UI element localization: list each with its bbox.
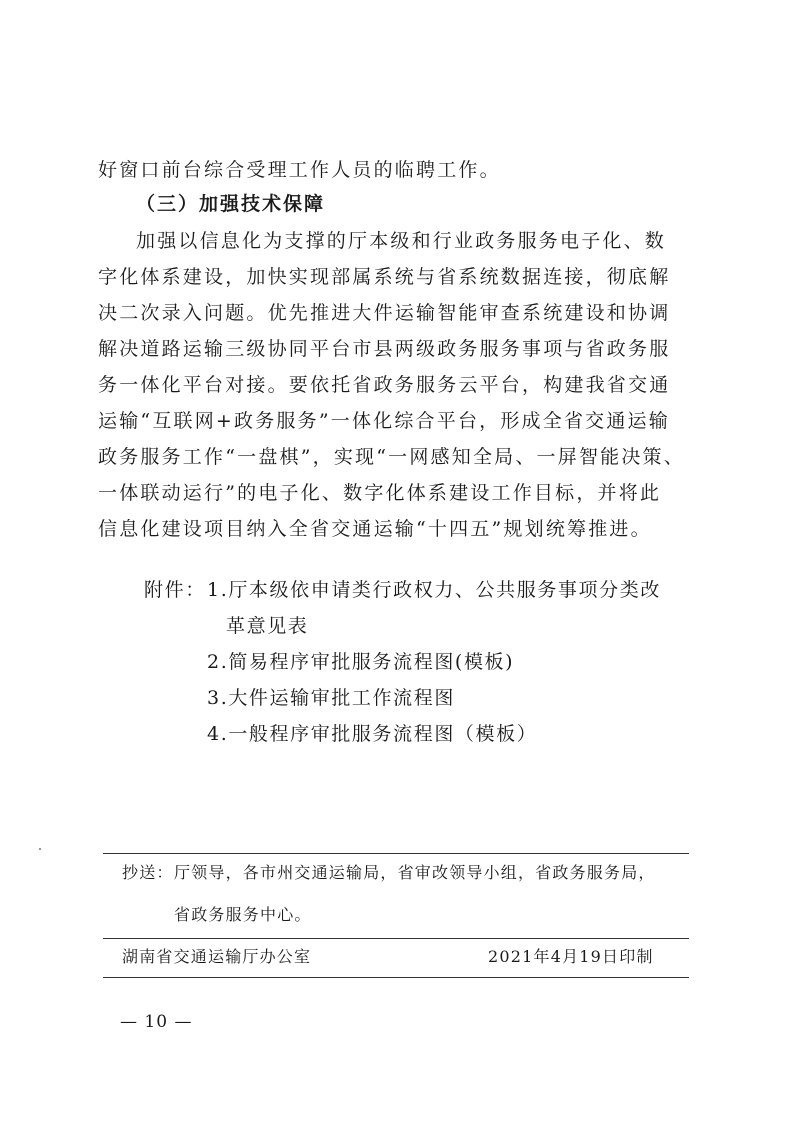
body-line-5: 决二次录入问题。优先推进大件运输智能审查系统建设和协调 [98, 302, 671, 324]
cc-recipients-line-1: 厅领导，各市州交通运输局，省审改领导小组，省政务服务局， [174, 863, 656, 882]
body-line-7: 务一体化平台对接。要依托省政务服务云平台，构建我省交通 [98, 374, 671, 396]
attachment-item-1: 1.厅本级依申请类行政权力、公共服务事项分类改 [207, 579, 661, 601]
body-line-11: 信息化建设项目纳入全省交通运输“十四五”规划统筹推进。 [98, 518, 652, 540]
print-date: 2021年4月19日印制 [488, 947, 654, 966]
attachment-item-1-continued: 革意见表 [226, 615, 309, 637]
attachments-label: 附件： [144, 579, 206, 601]
body-line-6: 解决道路运输三级协同平台市县两级政务服务事项与省政务服 [98, 338, 671, 360]
footer-rule-middle [103, 938, 689, 939]
attachment-item-2: 2.简易程序审批服务流程图(模板) [207, 651, 515, 673]
page-number: — 10 — [120, 1012, 193, 1032]
scan-speck [39, 848, 41, 850]
cc-label: 抄送： [122, 863, 174, 882]
footer-rule-bottom [103, 977, 689, 978]
section-heading: （三）加强技术保障 [136, 193, 326, 215]
issuing-office: 湖南省交通运输厅办公室 [122, 947, 312, 966]
attachment-item-3: 3.大件运输审批工作流程图 [207, 687, 455, 709]
attachment-item-4: 4.一般程序审批服务流程图（模板） [207, 723, 538, 745]
body-line-8: 运输“互联网+政务服务”一体化综合平台，形成全省交通运输 [98, 410, 670, 432]
footer-rule-top [103, 853, 689, 854]
body-line-9: 政务服务工作“一盘棋”，实现“一网感知全局、一屏智能决策、 [98, 446, 685, 468]
body-line-1: 好窗口前台综合受理工作人员的临聘工作。 [98, 159, 501, 181]
cc-recipients-line-2: 省政务服务中心。 [174, 905, 312, 924]
body-line-10: 一体联动运行”的电子化、数字化体系建设工作目标，并将此 [98, 482, 662, 504]
body-line-3: 加强以信息化为支撑的厅本级和行业政务服务电子化、数 [136, 230, 667, 252]
body-line-4: 字化体系建设，加快实现部属系统与省系统数据连接，彻底解 [98, 266, 671, 288]
